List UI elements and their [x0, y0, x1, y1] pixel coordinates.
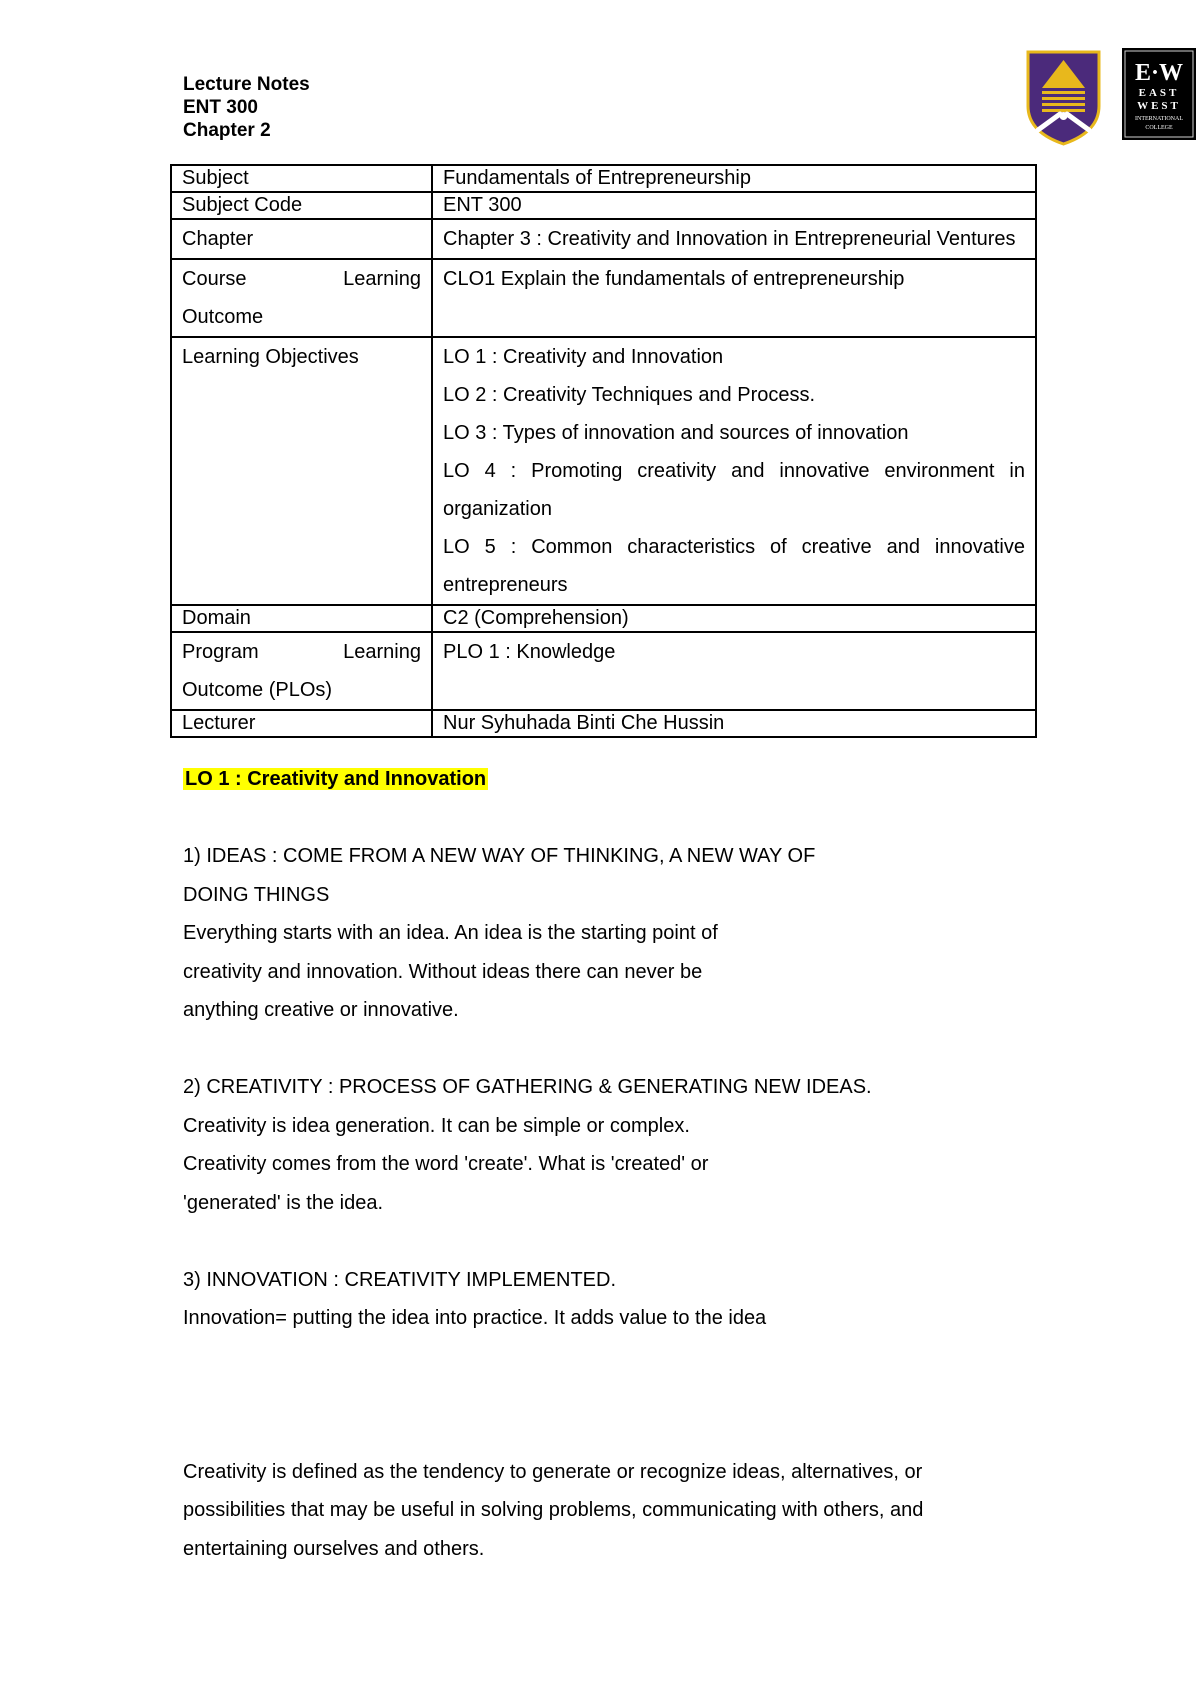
ideas-title-line1: 1) IDEAS : COME FROM A NEW WAY OF THINKING, A NEW WAY OF — [183, 845, 816, 867]
lecture-body — [183, 760, 1043, 1568]
list-item-lo2: LO 2 : Creativity Techniques and Process. — [443, 384, 816, 406]
subject-code-value: ENT 300 — [432, 192, 1036, 219]
header-chapter: Chapter 2 — [183, 120, 271, 141]
clo-label-course: Course — [182, 268, 247, 290]
plo-label-program: Program — [182, 641, 259, 663]
ideas-text-line2: creativity and innovation. Without ideas there can never be — [183, 960, 703, 983]
spacer — [183, 1030, 1043, 1069]
definition-line1: Creativity is defined as the tendency to generate or recognize ideas, alternatives, or — [183, 1460, 923, 1483]
plo-label-outcome: Outcome (PLOs) — [182, 679, 333, 701]
lecturer-value: Nur Syhuhada Binti Che Hussin — [432, 710, 1036, 737]
table-row-domain — [171, 605, 1036, 632]
header-course-code: ENT 300 — [183, 97, 258, 118]
plo-value: PLO 1 : Knowledge — [432, 632, 1036, 710]
learning-objectives-label: Learning Objectives — [171, 337, 432, 605]
ew-logo-college: COLLEGE — [1145, 125, 1173, 131]
subject-label: Subject — [171, 165, 432, 192]
clo-label-learning: Learning — [343, 268, 421, 290]
section-heading — [183, 760, 1043, 799]
list-item-lo5: LO 5 : Common characteristics of creative and innovative entrepreneurs — [443, 536, 1025, 596]
list-item-lo4: LO 4 : Promoting creativity and innovative environment in organization — [443, 460, 1025, 520]
spacer — [183, 1338, 1043, 1453]
ew-logo-east: EAST — [1138, 87, 1180, 99]
spacer — [183, 799, 1043, 838]
table-row-course-learning-outcome — [171, 259, 1036, 337]
ew-logo-international: INTERNATIONAL — [1135, 116, 1183, 122]
innovation-text-line1: Innovation= putting the idea into practice. It adds value to the idea — [183, 1307, 767, 1329]
ew-logo-west: WEST — [1137, 100, 1181, 112]
chapter-label: Chapter — [171, 219, 432, 259]
uitm-logo-icon — [1024, 48, 1103, 146]
clo-label — [171, 259, 432, 337]
section-heading-highlight: LO 1 : Creativity and Innovation — [185, 768, 487, 790]
table-row-subject-code — [171, 192, 1036, 219]
table-row-learning-objectives — [171, 337, 1036, 605]
clo-value: CLO1 Explain the fundamentals of entrepreneurship — [432, 259, 1036, 337]
ideas-title-line2: DOING THINGS — [183, 883, 330, 906]
plo-label — [171, 632, 432, 710]
lecturer-label: Lecturer — [171, 710, 432, 737]
innovation-title: 3) INNOVATION : CREATIVITY IMPLEMENTED. — [183, 1268, 617, 1291]
definition-line2: possibilities that may be useful in solving problems, communicating with others, and — [183, 1499, 924, 1521]
document-header — [183, 73, 310, 142]
table-row-subject — [171, 165, 1036, 192]
subject-code-label: Subject Code — [171, 192, 432, 219]
list-item-lo1: LO 1 : Creativity and Innovation — [443, 346, 724, 368]
subject-value: Fundamentals of Entrepreneurship — [432, 165, 1036, 192]
table-row-program-learning-outcome — [171, 632, 1036, 710]
spacer — [183, 1222, 1043, 1261]
ideas-text-line3: anything creative or innovative. — [183, 999, 459, 1021]
plo-label-learning: Learning — [343, 641, 421, 663]
table-row-chapter — [171, 219, 1036, 259]
header-title: Lecture Notes — [183, 74, 310, 95]
creativity-text-line2: Creativity comes from the word 'create'. What is 'created' or — [183, 1153, 709, 1175]
ideas-text-line1: Everything starts with an idea. An idea is the starting point of — [183, 922, 718, 944]
domain-label: Domain — [171, 605, 432, 632]
definition-line3: entertaining ourselves and others. — [183, 1537, 485, 1560]
clo-label-outcome: Outcome — [182, 306, 264, 328]
learning-objectives-list — [432, 337, 1036, 605]
chapter-value: Chapter 3 : Creativity and Innovation in Entrepreneurial Ventures — [432, 219, 1036, 259]
creativity-title: 2) CREATIVITY : PROCESS OF GATHERING & GENERATING NEW IDEAS. — [183, 1076, 872, 1098]
creativity-text-line3: 'generated' is the idea. — [183, 1191, 383, 1214]
table-row-lecturer — [171, 710, 1036, 737]
course-info-table — [170, 164, 1037, 738]
domain-value: C2 (Comprehension) — [432, 605, 1036, 632]
list-item-lo3: LO 3 : Types of innovation and sources of innovation — [443, 422, 909, 444]
creativity-text-line1: Creativity is idea generation. It can be simple or complex. — [183, 1114, 690, 1137]
ew-logo-letters: E·W — [1134, 60, 1184, 86]
east-west-college-logo-icon — [1122, 48, 1196, 140]
